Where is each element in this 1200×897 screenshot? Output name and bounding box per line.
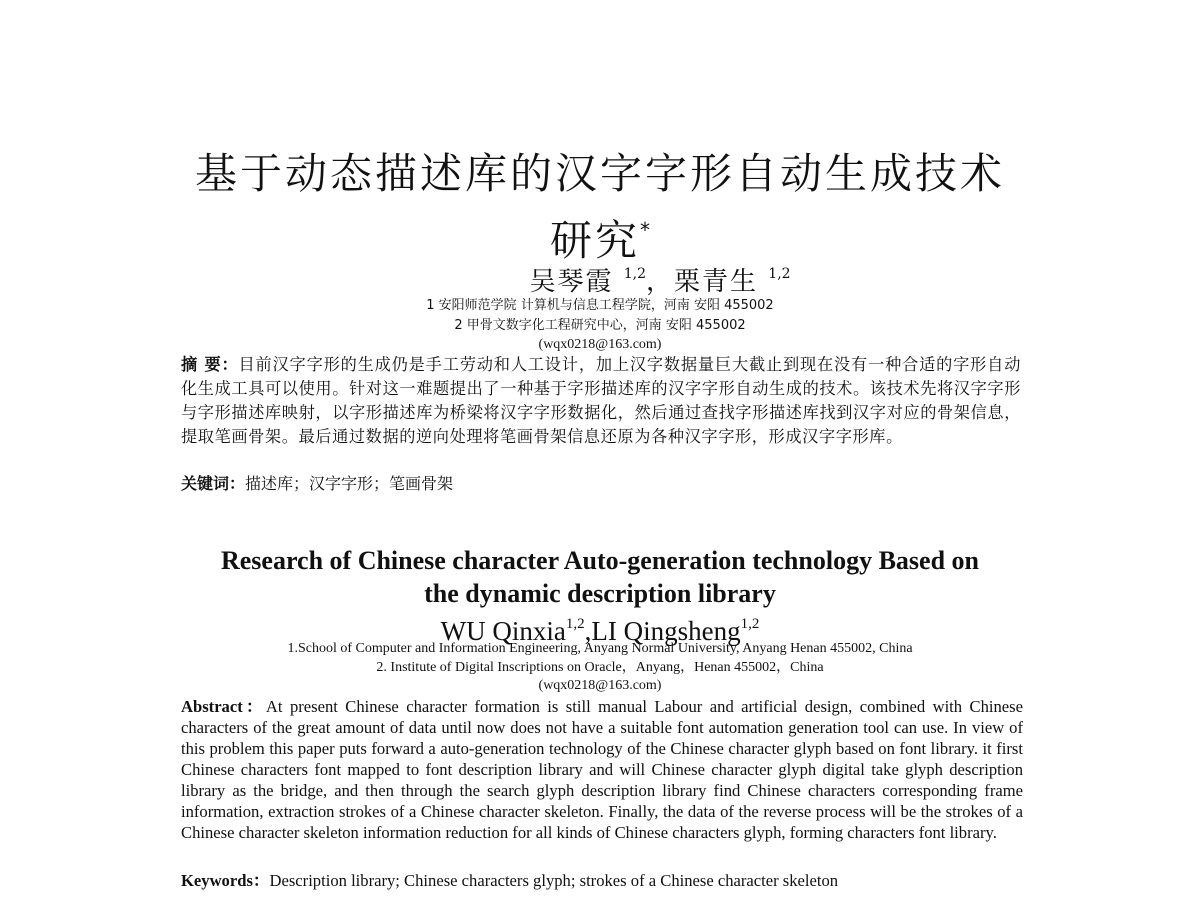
en-abstract bbox=[181, 696, 1023, 843]
cn-authors bbox=[150, 258, 1050, 298]
en-author2-affil: 1,2 bbox=[740, 616, 760, 632]
en-abstract-text: At present Chinese character formation is still manual Labour and artificial design, combined with Chinese characters of the great amount of data until now does not have a suitable font automation generation tool can use. In view of this problem this paper puts forward a auto-generation technology of the Chinese character glyph based on font library. it first Chinese characters font mapped to font description library and will Chinese character glyph digital take glyph description library as the bridge, and then through the search glyph description library find Chinese characters corresponding frame information, extraction strokes of a Chinese character skeleton. Finally, the data of the reverse process will be the strokes of a Chinese character skeleton information reduction for all kinds of Chinese characters glyph, forming characters font library. bbox=[181, 697, 1023, 842]
en-author-separator: , bbox=[584, 616, 592, 646]
cn-affiliation-2: 2 甲骨文数字化工程研究中心，河南 安阳 455002 bbox=[454, 318, 746, 333]
cn-title-line2-text: 研究 bbox=[549, 216, 640, 265]
cn-keywords-label: 关键词： bbox=[181, 474, 246, 493]
en-email: (wqx0218@163.com) bbox=[538, 678, 662, 693]
cn-keywords bbox=[181, 472, 1021, 496]
en-author1-affil: 1,2 bbox=[565, 616, 585, 632]
cn-abstract bbox=[181, 353, 1021, 449]
cn-affiliation-1: 1 安阳师范学院 计算机与信息工程学院，河南 安阳 455002 bbox=[426, 298, 774, 313]
cn-author2: 栗青生 bbox=[674, 267, 759, 297]
en-keywords-text: Description library; Chinese characters glyph; strokes of a Chinese character skeleton bbox=[269, 871, 839, 890]
en-keywords-label: Keywords： bbox=[181, 871, 270, 890]
cn-title-footnote-mark: * bbox=[640, 218, 650, 242]
en-author2: LI Qingsheng bbox=[591, 616, 741, 646]
cn-abstract-label: 摘 要： bbox=[181, 355, 239, 374]
cn-keywords-text: 描述库；汉字字形；笔画骨架 bbox=[245, 474, 454, 493]
cn-author2-affil: 1,2 bbox=[768, 266, 791, 282]
en-affiliation-2: 2. Institute of Digital Inscriptions on Oracle，Anyang，Henan 455002，China bbox=[376, 660, 824, 675]
cn-author1-affil: 1,2 bbox=[623, 266, 646, 282]
en-abstract-label: Abstract： bbox=[181, 697, 266, 716]
cn-title-line2 bbox=[150, 206, 1050, 265]
cn-author-separator: ， bbox=[645, 267, 674, 297]
en-keywords bbox=[181, 870, 1023, 891]
cn-email: (wqx0218@163.com) bbox=[538, 337, 662, 352]
en-affiliation-1: 1.School of Computer and Information Engineering, Anyang Normal University, Anyang Henan 455002, China bbox=[287, 641, 913, 656]
cn-author1: 吴琴霞 bbox=[529, 267, 614, 297]
en-author1: WU Qinxia bbox=[440, 616, 566, 646]
cn-abstract-text: 目前汉字字形的生成仍是手工劳动和人工设计，加上汉字数据量巨大截止到现在没有一种合适的字形自动化生成工具可以使用。针对这一难题提出了一种基于字形描述库的汉字字形自动生成的技术。该技术先将汉字字形与字形描述库映射，以字形描述库为桥梁将汉字字形数据化，然后通过查找字形描述库找到汉字对应的骨架信息，提取笔画骨架。最后通过数据的逆向处理将笔画骨架信息还原为各种汉字字形，形成汉字字形库。 bbox=[181, 355, 1021, 446]
cn-title-line1: 基于动态描述库的汉字字形自动生成技术 bbox=[194, 149, 1005, 198]
en-title-line1: Research of Chinese character Auto-generation technology Based on bbox=[220, 546, 979, 575]
en-title-line2: the dynamic description library bbox=[424, 579, 776, 608]
